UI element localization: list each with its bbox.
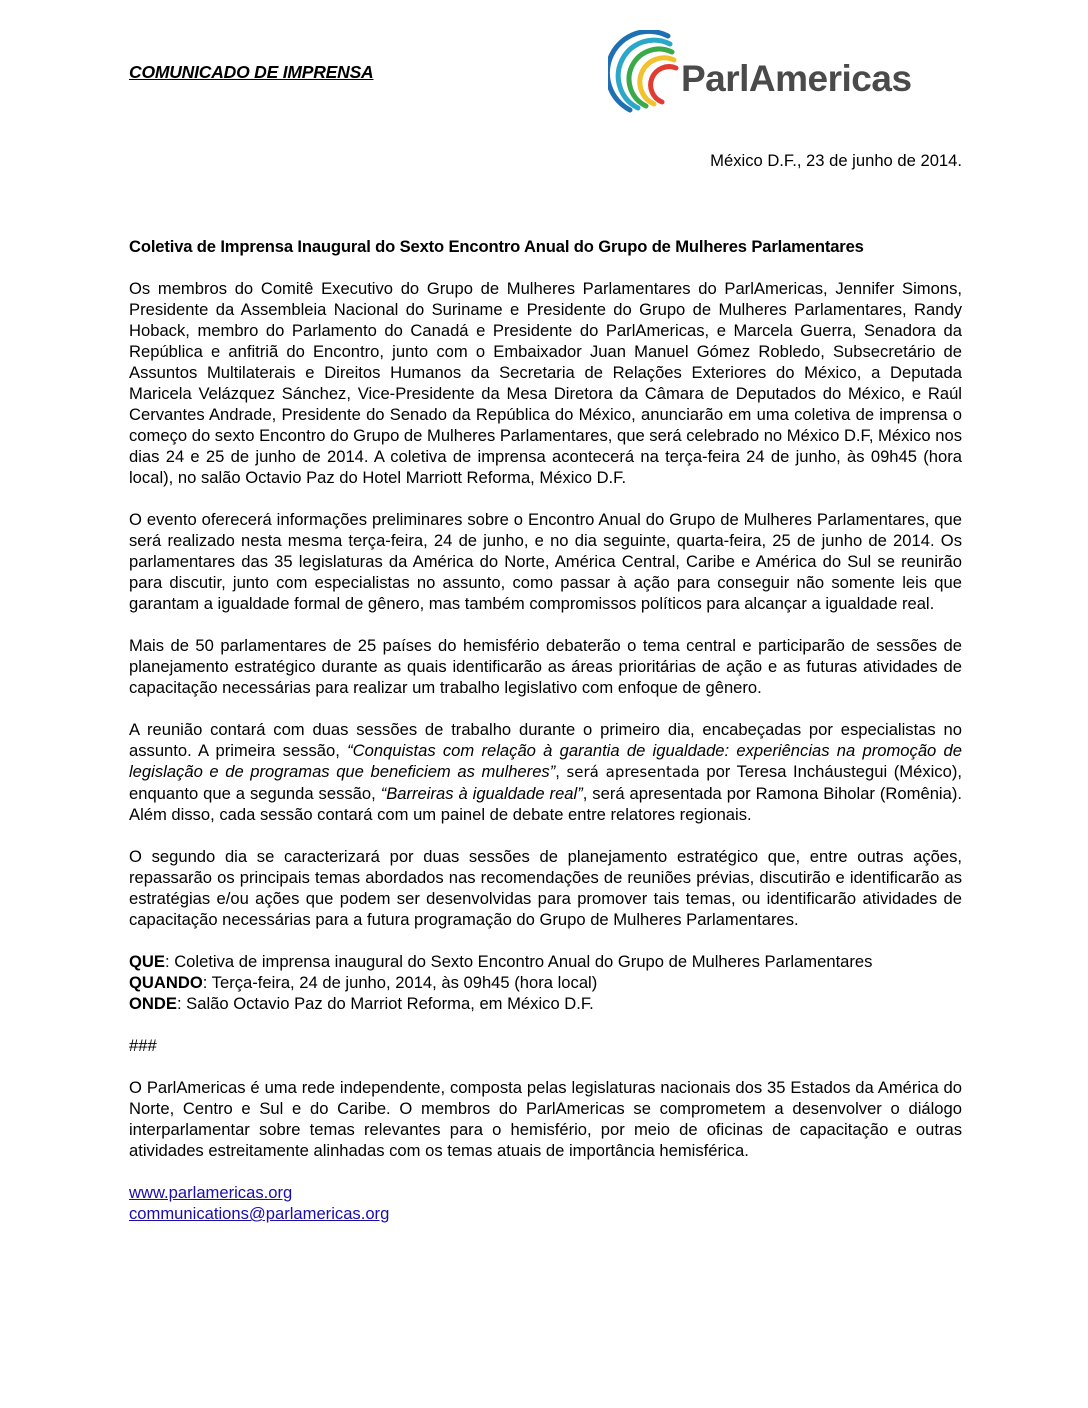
sessions-text-d: , será apresentada por Ramona Biholar (Romênia). Além disso, cada sessão contará com um painel de debate entre relatores regionais. [129,784,962,824]
quando-value: : Terça-feira, 24 de junho, 2014, às 09h45 (hora local) [202,973,598,992]
website-link[interactable]: www.parlamericas.org [129,1183,293,1202]
paragraph-participants: Mais de 50 parlamentares de 25 países do hemisfério debaterão o tema central e participarão de sessões de planejamento estratégico durante as quais identificarão as áreas prioritárias de ação e as futuras atividades de capacitação necessárias para realizar um trabalho legislativo com enfoque de gênero. [129,636,962,697]
que-value: : Coletiva de imprensa inaugural do Sexto Encontro Anual do Grupo de Mulheres Parlamentares [164,952,873,971]
paragraph-about: O ParlAmericas é uma rede independente, composta pelas legislaturas nacionais dos 35 Estados da América do Norte, Centro e Sul e do Caribe. O membros do ParlAmericas se comprometem a desenvolver o diálogo interparlamentar sobre temas relevantes para o hemisfério, por meio de oficinas de capacitação e outras atividades estreitamente alinhadas com os temas atuais de importância hemisférica. [129,1078,962,1160]
detail-onde [129,993,962,1014]
logo-wordmark: ParlAmericas [681,58,912,99]
onde-label: ONDE [129,994,177,1013]
session-one-title: “Conquistas com relação à garantia de igualdade: experiências na promoção de legislação e de programas que beneficiem as mulheres” [129,741,962,781]
dateline: México D.F., 23 de junho de 2014. [710,151,962,170]
que-label: QUE [129,952,165,971]
quando-label: QUANDO [129,973,203,992]
document-heading: COMUNICADO DE IMPRENSA [129,62,374,82]
paragraph-announcement: Os membros do Comitê Executivo do Grupo de Mulheres Parlamentares do ParlAmericas, Jennifer Simons, Presidente da Assembleia Nacional do Suriname e Presidente do Grupo de Mulheres Parlamentares, Randy Hoback, membro do Parlamento do Canadá e Presidente do ParlAmericas, e Marcela Guerra, Senadora da República e anfitriã do Encontro, junto com o Embaixador Juan Manuel Gómez Robledo, Subsecretário de Assuntos Multilaterais e Direitos Humanos da Secretaria de Relações Exteriores do México, a Deputada Maricela Velázquez Sánchez, Vice-Presidente da Mesa Diretora da Câmara de Deputados do México, e Raúl Cervantes Andrade, Presidente do Senado da República do México, anunciarão em uma coletiva de imprensa o começo do sexto Encontro do Grupo de Mulheres Parlamentares, que será celebrado no México D.F, México nos dias 24 e 25 de junho de 2014. A coletiva de imprensa acontecerá na terça-feira 24 de junho, às 09h45 (hora local), no salão Octavio Paz do Hotel Marriott Reforma, México D.F. [129,279,962,487]
release-body [129,236,962,1224]
email-link[interactable]: communications@parlamericas.org [129,1204,390,1223]
paragraph-second-day: O segundo dia se caracterizará por duas sessões de planejamento estratégico que, entre outras ações, repassarão os principais temas abordados nas recomendações de reuniões prévias, discutirão e identificarão as estratégias e/ou ações que podem ser desenvolvidas para promover tais temas, ou identificarão atividades de capacitação necessárias para a futura programação do Grupo de Mulheres Parlamentares. [129,847,962,929]
section-separator: ### [129,1036,157,1055]
detail-quando [129,972,962,993]
paragraph-event-info: O evento oferecerá informações preliminares sobre o Encontro Anual do Grupo de Mulheres Parlamentares, que será realizado nesta mesma terça-feira, 24 de junho, e no dia seguinte, quarta-feira, 25 de junho de 2014. Os parlamentares das 35 legislaturas da América do Norte, América Central, Caribe e América do Sul se reunirão para discutir, junto com especialistas no assunto, como passar à ação para conseguir não somente leis que garantam a igualdade formal de gênero, mas também compromissos políticos para alcançar a igualdade real. [129,510,962,613]
sessions-text-b: , [555,762,567,781]
sessions-text-serif: será apresentada [566,763,700,781]
session-two-title: “Barreiras à igualdade real” [380,784,583,803]
paragraph-sessions [129,719,962,825]
detail-que [129,951,962,972]
parlamericas-logo [608,30,968,120]
onde-value: : Salão Octavio Paz do Marriot Reforma, em México D.F. [176,994,594,1013]
sessions-text-a: A reunião contará com duas sessões de trabalho durante o primeiro dia, encabeçadas por especialistas no assunto. A primeira sessão, [129,720,962,760]
release-headline: Coletiva de Imprensa Inaugural do Sexto Encontro Anual do Grupo de Mulheres Parlamentares [129,237,864,256]
sessions-text-c: por Teresa Incháustegui (México), enquanto que a segunda sessão, [129,762,962,803]
